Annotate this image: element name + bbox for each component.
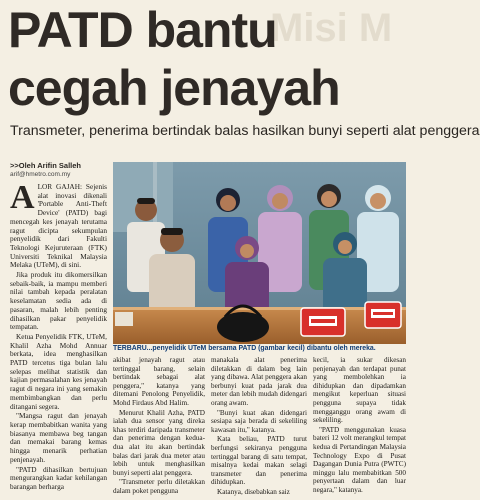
paragraph: Ketua Penyelidik FTK, UTeM, Khalil Azha Mohd Annuar berkata, idea menghasilkan PATD tercetus tiga bulan lalu selepas melihat statistik dan kajian permasalahan kes jenayah ragut di negara ini yang semakin membimbangkan dan perlu ditangani segera.: [10, 331, 107, 411]
photo-caption: TERBARU...penyelidik UTeM bersama PATD (gambar kecil) dibantu oleh mereka.: [113, 345, 376, 352]
article-column-4: [313, 356, 406, 496]
article-column-3: [211, 356, 307, 498]
headline-line-1: PATD bantu: [8, 2, 277, 58]
paragraph: "PATD dihasilkan bertujuan mengurangkan kadar kehilangan barangan berharga: [10, 464, 107, 491]
paragraph: Kata beliau, PATD turut berfungsi sekiranya pengguna tertinggal barang di satu tempat, misalnya kedai makan selagi transmeter dan penerima dihidupkan.: [211, 435, 307, 487]
paragraph: "PATD menggunakan kuasa bateri 12 volt merangkul tempat kedua di Pertandingan Malaysia Technology Expo di Pusat Dagangan Dunia Putra (PWTC) minggu lalu membabitkan 500 penyertaan dalam dan luar negara," katanya.: [313, 425, 406, 494]
paragraph: akibat jenayah ragut atau tertinggal barang, selain bertindak sebagai alat penggera," katanya yang ditemani Penolong Penyelidik, Mohd Firdaus Abd Halim.: [113, 356, 205, 407]
background-masthead-text: Misi M: [270, 6, 393, 50]
paragraph: kecil, ia sukar dikesan penjenayah dan terdapat punat yang membolehkan ia dihidupkan dan dipadamkan mengikut keperluan situasi pengguna supaya tidak mengganggu orang awam di sekeliling.: [313, 356, 406, 425]
paragraph: "Bunyi kuat akan didengari sesiapa saja berada di sekeliling kawasan itu," katanya.: [211, 408, 307, 434]
paragraph: "Mangsa ragut dan jenayah kerap membabitkan wanita yang biasanya membawa beg tangan dan memakai barang kemas hingga menarik perhatian penjenayah.: [10, 411, 107, 464]
byline: >>Oleh Arifin Salleh: [10, 161, 81, 170]
paragraph: Menurut Khalil Azha, PATD ialah dua sensor yang direka khas terdiri daripada transmeter dan penerima dengan kedua-dua alat itu akan bertindak balas dari jarak dua meter atau lebih untuk menghasilkan bunyi seperti alat penggera.: [113, 408, 205, 477]
author-email: arif@hmetro.com.my: [10, 171, 71, 178]
paragraph: LOR GAJAH: Sejenis alat inovasi dikenali 'Portable Anti-Theft Device' (PATD) bagi mencegah kes jenayah terutama ragut dicipta sekumpulan penyelidik dari Fakulti Teknologi Kejuruteraan (FTK) Universiti Teknikal Malaysia Melaka (UTeM), di sini.: [10, 182, 107, 270]
group-photo: [113, 162, 406, 344]
paragraph: manakala alat penerima diletakkan di dalam beg lain yang dibawa. Alat penggera akan berbunyi kuat pada jarak dua meter dan lebih mudah didengari orang awam.: [211, 356, 307, 407]
drop-cap: A: [10, 179, 35, 216]
subheadline: Transmeter, penerima bertindak balas hasilkan bunyi seperti alat penggera: [10, 123, 480, 139]
paragraph: Jika produk itu dikomersilkan sebaik-baik, ia mampu memberi nilai tambah kepada peralatan keselamatan sedia ada di pasaran, malah lebih penting dihasilkan pakar penyelidik tempatan.: [10, 270, 107, 332]
article-column-2: [113, 356, 205, 497]
paragraph: Katanya, disebabkan saiz: [217, 487, 290, 496]
anti-theft-device: [301, 308, 345, 336]
paragraph: "Transmeter perlu diletakkan dalam poket pengguna: [113, 478, 205, 495]
headline-line-2: cegah jenayah: [8, 60, 340, 116]
article-column-1: [10, 179, 107, 493]
anti-theft-device: [365, 302, 401, 328]
